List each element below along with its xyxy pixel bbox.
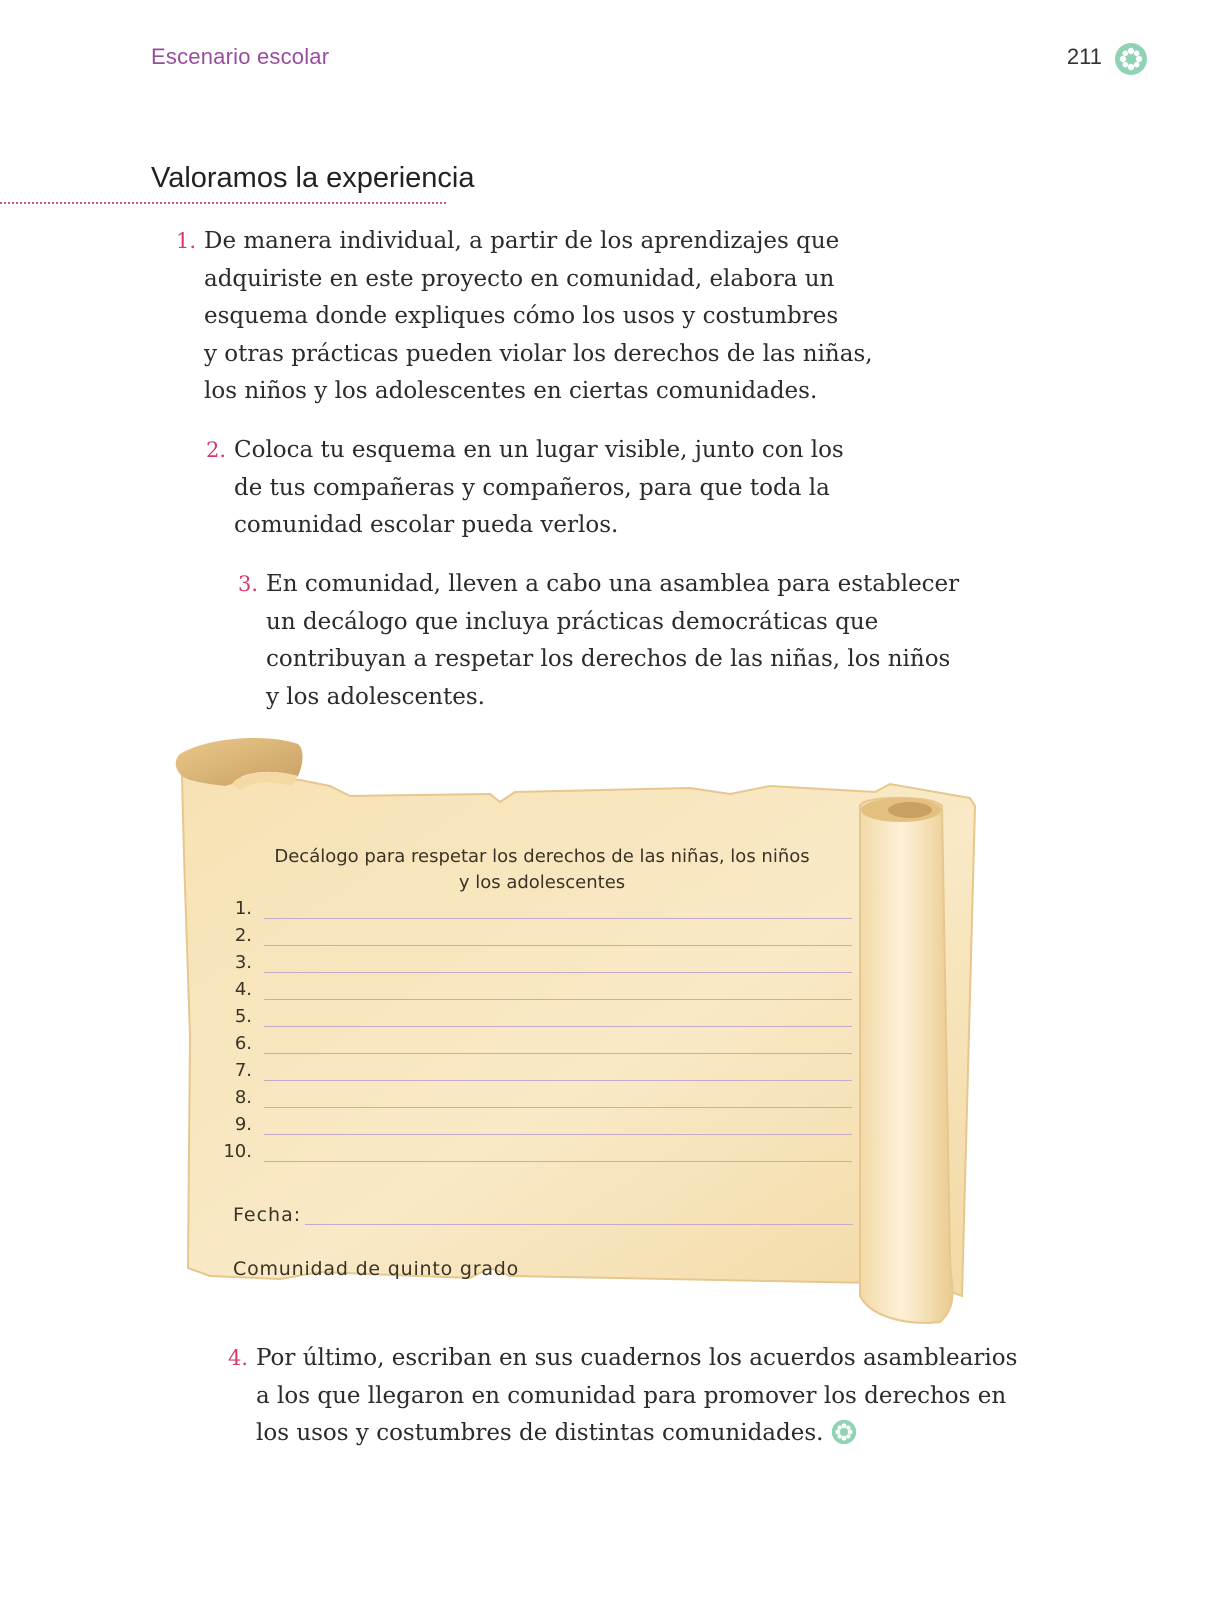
page-number: 211 xyxy=(1066,44,1102,69)
running-head: Escenario escolar xyxy=(151,44,330,69)
item-line: esquema donde expliques cómo los usos y costumbres xyxy=(204,303,839,329)
instruction-item xyxy=(228,1340,1018,1453)
instruction-item xyxy=(176,223,873,411)
row-number: 5. xyxy=(234,1006,252,1027)
item-number: 1. xyxy=(176,229,197,253)
item-line: y otras prácticas pueden violar los derechos de las niñas, xyxy=(204,340,873,367)
fecha-label: Fecha: xyxy=(233,1204,302,1226)
decalogo-title-line: Decálogo para respetar los derechos de las niñas, los niños xyxy=(274,846,810,867)
item-number: 4. xyxy=(228,1346,249,1370)
item-number: 2. xyxy=(206,438,227,462)
row-number: 7. xyxy=(234,1060,252,1081)
item-line: comunidad escolar pueda verlos. xyxy=(234,512,619,538)
item-line: Coloca tu esquema en un lugar visible, junto con los xyxy=(234,437,844,463)
item-line-text: los usos y costumbres de distintas comunidades. xyxy=(256,1420,824,1446)
item-line: contribuyan a respetar los derechos de las niñas, los niños xyxy=(266,646,951,672)
parchment-scroll-illustration xyxy=(170,736,1000,1326)
flower-end-icon xyxy=(831,1419,857,1445)
item-line: Por último, escriban en sus cuadernos los acuerdos asamblearios xyxy=(256,1345,1018,1371)
row-number: 1. xyxy=(234,898,252,919)
item-line: De manera individual, a partir de los aprendizajes que xyxy=(204,228,840,254)
item-line: adquiriste en este proyecto en comunidad, elabora un xyxy=(204,265,835,292)
row-number: 6. xyxy=(234,1033,252,1054)
row-number: 3. xyxy=(234,952,252,973)
row-number: 9. xyxy=(234,1114,252,1135)
row-number: 4. xyxy=(234,979,252,1000)
row-number: 8. xyxy=(234,1087,252,1108)
item-line xyxy=(256,1415,1017,1453)
title-dotted-rule xyxy=(0,202,446,204)
item-line: a los que llegaron en comunidad para promover los derechos en xyxy=(256,1382,1007,1409)
item-line: y los adolescentes. xyxy=(266,683,485,710)
item-line: de tus compañeras y compañeros, para que toda la xyxy=(234,474,830,501)
item-number: 3. xyxy=(238,572,259,596)
flower-badge-icon xyxy=(1114,42,1148,76)
item-line: los niños y los adolescentes en ciertas comunidades. xyxy=(204,378,818,404)
row-number: 10. xyxy=(223,1141,252,1162)
item-line: un decálogo que incluya prácticas democráticas que xyxy=(266,608,879,635)
item-line: En comunidad, lleven a cabo una asamblea para establecer xyxy=(266,571,960,597)
row-number: 2. xyxy=(234,925,252,946)
instruction-item xyxy=(206,432,844,545)
instruction-item xyxy=(238,566,960,716)
section-title: Valoramos la experiencia xyxy=(151,162,475,194)
decalogo-title-line: y los adolescentes xyxy=(458,872,626,893)
scroll-footer: Comunidad de quinto grado xyxy=(233,1258,520,1280)
